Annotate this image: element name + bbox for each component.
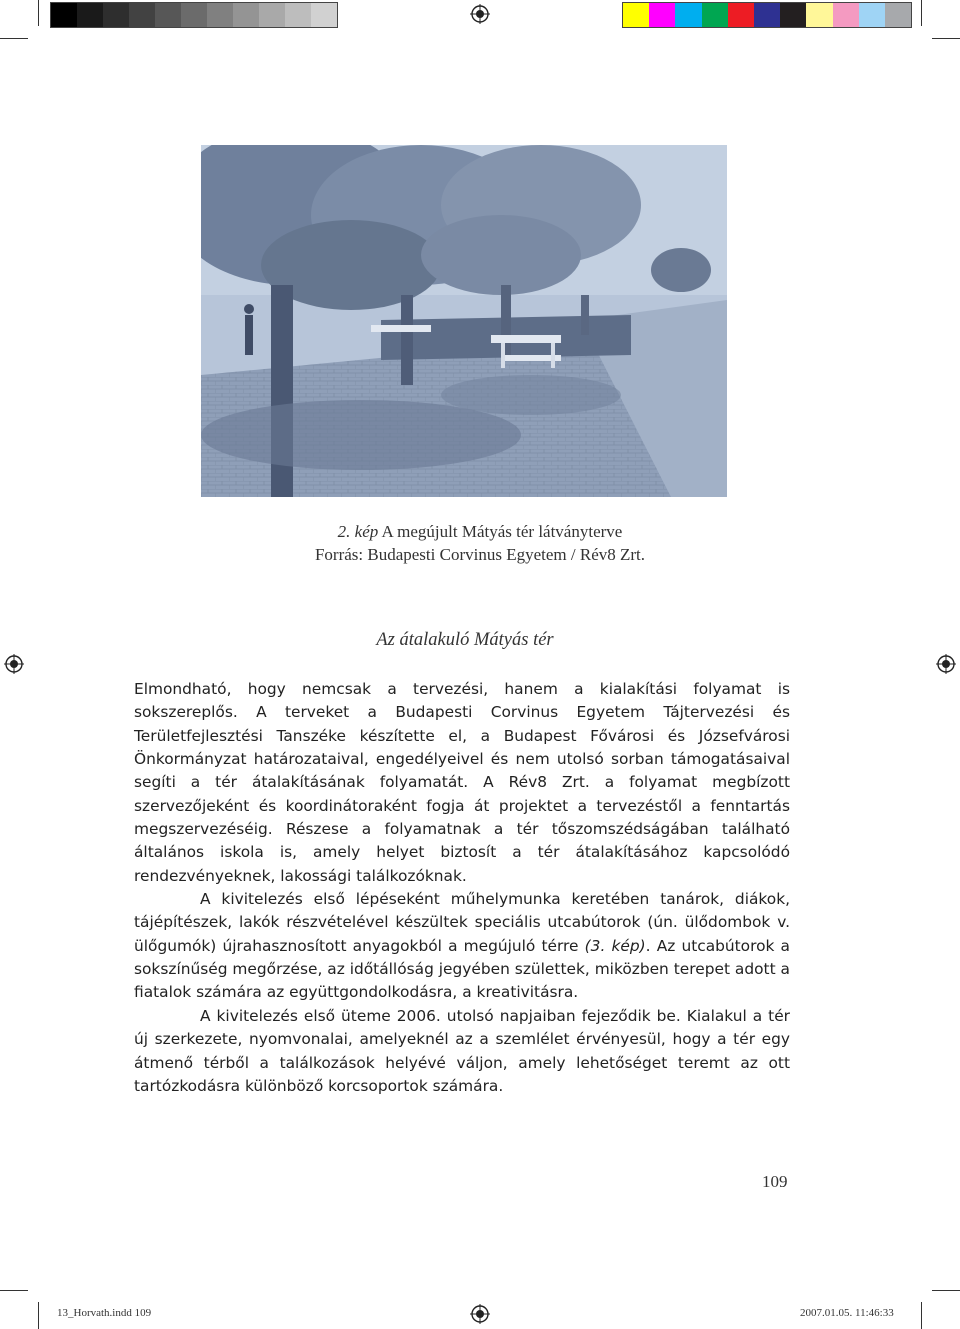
crop-mark <box>38 1302 39 1329</box>
paragraph-2-part-b: . Az utcabútorok a sokszínűség megőrzése, az időtállóság jegyében születtek, miközben terepet adott a fiatalok számára az együttgondolkodásra, a kreativitásra. <box>134 936 790 1002</box>
calibration-swatch <box>675 3 701 27</box>
figure-source: Forrás: Budapesti Corvinus Egyetem / Rév8 Zrt. <box>314 545 646 564</box>
registration-mark-icon <box>470 1304 490 1324</box>
calibration-swatch <box>285 3 311 27</box>
registration-mark-icon <box>936 654 956 674</box>
calibration-swatch <box>311 3 337 27</box>
calibration-swatch <box>780 3 806 27</box>
calibration-swatch <box>833 3 859 27</box>
calibration-swatch <box>885 3 911 27</box>
footer-filename: 13_Horvath.indd 109 <box>57 1307 152 1319</box>
page-number: 109 <box>762 1172 788 1191</box>
figure-caption <box>0 522 960 542</box>
calibration-swatch <box>859 3 885 27</box>
figure-reference: (3. kép) <box>584 936 646 955</box>
paragraph-2-part-a: A kivitelezés első lépéseként műhelymunka keretében tanárok, diákok, tájépítészek, lakók részvételével készültek speciális utcabútorok (ún. ülődombok v. ülőgumók) újrahasznosított anyagokból a megújuló térre <box>134 890 790 955</box>
body-text <box>134 678 790 1098</box>
calibration-swatch <box>77 3 103 27</box>
caption-label: 2. kép <box>337 522 379 541</box>
registration-mark-icon <box>4 654 24 674</box>
crop-mark <box>932 38 960 39</box>
crop-mark <box>921 1302 922 1329</box>
color-calibration-bar <box>622 2 912 28</box>
grayscale-calibration-bar <box>50 2 338 28</box>
crop-mark <box>0 1290 28 1291</box>
calibration-swatch <box>129 3 155 27</box>
calibration-swatch <box>103 3 129 27</box>
calibration-swatch <box>806 3 832 27</box>
calibration-swatch <box>155 3 181 27</box>
caption-text: A megújult Mátyás tér látványterve <box>378 522 623 541</box>
calibration-swatch <box>702 3 728 27</box>
registration-mark-icon <box>470 4 490 24</box>
crop-mark <box>38 0 39 26</box>
footer-timestamp: 2007.01.05. 11:46:33 <box>800 1307 894 1319</box>
calibration-swatch <box>207 3 233 27</box>
paragraph-1: Elmondható, hogy nemcsak a tervezési, hanem a kialakítási folyamat is sokszereplős. A terveket a Budapesti Corvinus Egyetem Tájtervezési és Területfejlesztési Tanszéke készítette el, a Budapest Fővárosi és Józsefvárosi Önkormányzat határozataival, engedélyeivel és nem utolsó sorban támogatásaival segíti a tér átalakításának folyamatát. A Rév8 Zrt. a folyamat megbízott szervezőjeként és koordinátoraként fogja át projektet a tervezéstől a fenntartás megszervezéséig. Részese a folyamatnak a tér tőszomszédságában található általános iskola is, amely helyet biztosít a tér átalakításához kapcsolódó rendezvényeknek, lakossági találkozóknak. <box>134 680 790 885</box>
square-visualization-image <box>201 145 727 497</box>
calibration-swatch <box>51 3 77 27</box>
calibration-swatch <box>259 3 285 27</box>
calibration-swatch <box>728 3 754 27</box>
calibration-swatch <box>233 3 259 27</box>
calibration-swatch <box>623 3 649 27</box>
calibration-swatch <box>649 3 675 27</box>
section-title: Az átalakuló Mátyás tér <box>376 630 554 650</box>
calibration-swatch <box>181 3 207 27</box>
paragraph-2 <box>134 888 790 1005</box>
paragraph-3: A kivitelezés első üteme 2006. utolsó napjaiban fejeződik be. Kialakul a tér új szerkezete, nyomvonalai, amelyeknél az a szemlélet érvényesül, hogy a tér egy átmenő térből a találkozások helyévé váljon, amely lehetőséget teremt az ott tartózkodásra különböző korcsoportok számára. <box>134 1006 790 1095</box>
crop-mark <box>932 1290 960 1291</box>
crop-mark <box>0 38 28 39</box>
crop-mark <box>921 0 922 26</box>
calibration-swatch <box>754 3 780 27</box>
